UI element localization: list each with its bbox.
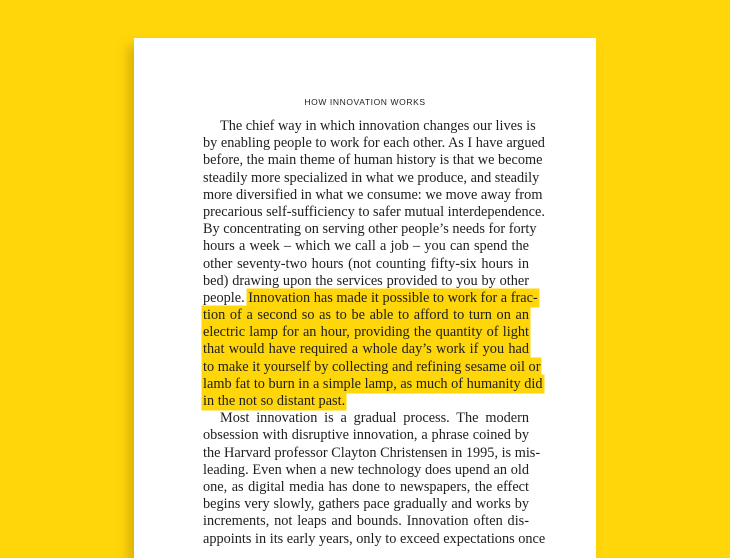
running-head: HOW INNOVATION WORKS bbox=[304, 97, 426, 107]
text-line: The chief way in which innovation changes our lives is bbox=[220, 118, 536, 134]
body-text bbox=[203, 118, 546, 548]
text-line: begins very slowly, gathers pace gradually and works by bbox=[203, 496, 529, 513]
text-line: appoints in its early years, only to exceed expectations once bbox=[203, 530, 546, 547]
highlighted-text: in the not so distant past. bbox=[203, 393, 346, 409]
highlighted-line bbox=[203, 393, 529, 410]
highlighted-text: electric lamp for an hour, providing the quantity of light bbox=[203, 324, 529, 341]
highlighted-text: tion of a second so as to be able to afford to turn on an bbox=[203, 307, 529, 324]
text-fragment: people. bbox=[203, 289, 245, 306]
book-page bbox=[134, 38, 596, 558]
text-line: precarious self-sufficiency to safer mutual interdependence. bbox=[203, 203, 545, 220]
highlighted-line bbox=[203, 358, 541, 376]
text-line: before, the main theme of human history is that we become bbox=[203, 152, 543, 169]
highlighted-text: that would have required a whole day’s work if you had bbox=[203, 341, 529, 358]
highlighted-text: lamb fat to burn in a simple lamp, as much of humanity did bbox=[203, 375, 543, 392]
highlighted-line bbox=[203, 341, 529, 358]
text-line: Most innovation is a gradual process. The modern bbox=[220, 410, 529, 427]
highlighted-text: to make it yourself by collecting and refining sesame oil or bbox=[203, 358, 541, 375]
text-line: By concentrating on serving other people’s needs for forty bbox=[203, 221, 537, 238]
text-line: leading. Even when a new technology does upend an old bbox=[203, 461, 529, 478]
text-line: increments, not leaps and bounds. Innovation often dis- bbox=[203, 513, 529, 530]
highlighted-line bbox=[203, 324, 529, 341]
text-line: more diversified in what we consume: we move away from bbox=[203, 186, 543, 203]
text-line: by enabling people to work for each other. As I have argued bbox=[203, 135, 545, 152]
highlighted-text: Innovation has made it possible to work for a frac- bbox=[248, 289, 538, 306]
text-line: one, as digital media has done to newspapers, the effect bbox=[203, 478, 529, 495]
highlighted-line bbox=[203, 307, 529, 324]
text-line: other seventy-two hours (not counting fifty-six hours in bbox=[203, 255, 529, 272]
text-line: steadily more specialized in what we produce, and steadily bbox=[203, 169, 540, 186]
text-line bbox=[203, 289, 538, 307]
text-line: obsession with disruptive innovation, a phrase coined by bbox=[203, 427, 529, 444]
highlighted-line bbox=[203, 375, 543, 393]
text-line: hours a week – which we call a job – you can spend the bbox=[203, 238, 529, 255]
text-line: the Harvard professor Clayton Christensen in 1995, is mis- bbox=[203, 444, 541, 461]
text-line: bed) drawing upon the services provided to you by other bbox=[203, 272, 529, 289]
